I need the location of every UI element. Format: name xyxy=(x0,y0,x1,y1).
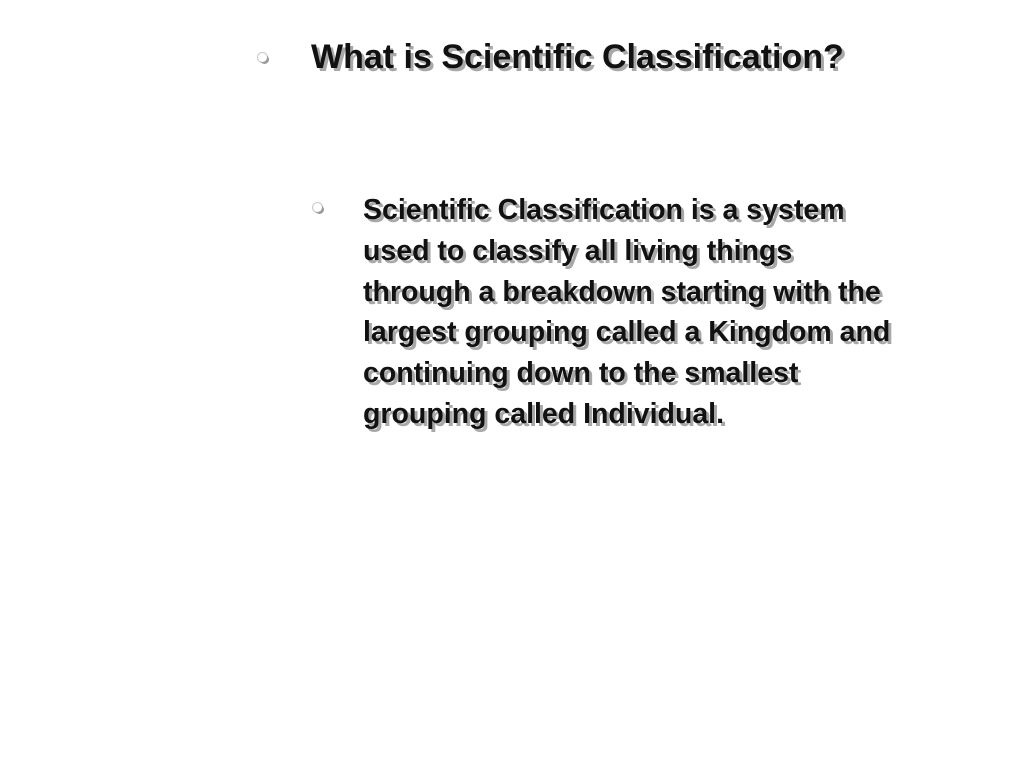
definition-line: largest grouping called a Kingdom and xyxy=(363,316,891,349)
definition-line: grouping called Individual. xyxy=(363,397,725,430)
bullet-item-title xyxy=(258,36,844,78)
definition-line: through a breakdown starting with the xyxy=(363,275,881,308)
slide-title: What is Scientific Classification? xyxy=(311,38,844,76)
bullet-point-icon xyxy=(313,203,322,212)
bullet-point-icon xyxy=(258,53,267,62)
definition-line: Scientific Classification is a system xyxy=(363,194,845,226)
definition-line: continuing down to the smallest xyxy=(363,357,799,390)
definition-text xyxy=(363,190,1003,435)
definition-line: used to classify all living things xyxy=(363,234,793,267)
bullet-item-definition xyxy=(313,190,1003,435)
